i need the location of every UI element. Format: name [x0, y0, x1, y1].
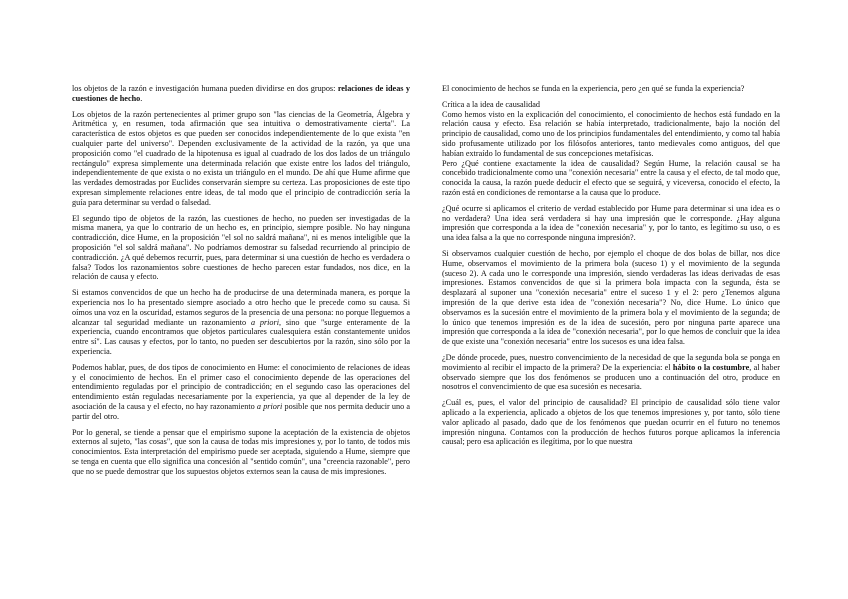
left-column: [72, 84, 410, 482]
text-run: , sino que "surge enteramente de la experiencia, cuando encontramos que objetos particulares cualesquiera están constantemente unidos entre sí". Las causas y efectos, por lo tanto, no pueden ser descubiertos por la razón, sino sólo por la experiencia.: [72, 317, 410, 356]
paragraph: El segundo tipo de objetos de la razón, las cuestiones de hecho, no pueden ser investigadas de la misma manera, ya que lo contrario de un hecho es, en principio, siempre posible. No hay ninguna contradicción, dice Hume, en la proposición "el sol no saldrá mañana", ni es menos inteligible que la proposición "el sol saldrá mañana". No podríamos demostrar su falsedad recurriendo al principio de contradicción. ¿A qué debemos recurrir, pues, para determinar si una cuestión de hecho es verdadera o falsa? Todos los razonamientos sobre cuestiones de hecho parecen estar fundados, nos dice, en la relación de causa y efecto.: [72, 213, 410, 282]
paragraph: [442, 353, 780, 392]
paragraph: Por lo general, se tiende a pensar que el empirismo supone la aceptación de la existencia de objetos externos al sujeto, "las cosas", que son la causa de todas mis impresiones y, por lo tanto, de todos mis conocimientos. Esta interpretación del empirismo puede ser aceptada, siguiendo a Hume, siempre que se tenga en cuenta que ello significa una concesión al "sentido común", una "creencia razonable", pero que no se puede demostrar que los supuestos objetos externos sean la causa de mis impresiones.: [72, 427, 410, 476]
paragraph: Los objetos de la razón pertenecientes al primer grupo son "las ciencias de la Geometría, Álgebra y Aritmética y, en resumen, toda afirmación que sea intuitiva o demostrativamente cierta". La característica de estos objetos es que pueden ser conocidos independientemente de lo que exista "en cualquier parte del universo". Dependen exclusivamente de la actividad de la razón, ya que una proposición como "el cuadrado de la hipotenusa es igual al cuadrado de los dos lados de un triángulo rectángulo" expresa simplemente una determinada relación que existe entre los lados del triángulo, independientemente de que exista o no exista un triángulo en el mundo. De ahí que Hume afirme que las verdades demostradas por Euclides conservarán siempre su certeza. Las proposiciones de este tipo expresan simplemente relaciones entre ideas, de tal modo que el principio de contradicción sería la guía para determinar su verdad o falsedad.: [72, 109, 410, 207]
italic-term: a priori: [250, 317, 279, 327]
paragraph: [72, 288, 410, 357]
paragraph: [72, 363, 410, 422]
text-run: Si estamos convencidos de que un hecho ha de producirse de una determinada manera, es porque la experiencia nos lo ha presentado siempre asociado a otro hecho que le precede como su causa. Si oímos una voz en la oscuridad, estamos seguros de la presencia de una persona: no porque lleguemos a alcanzar tal seguridad mediante un razonamiento: [72, 288, 410, 327]
paragraph: Pero ¿Qué contiene exactamente la idea de causalidad? Según Hume, la relación causal se ha concebido tradicionalmente como una "conexión necesaria" entre la causa y el efecto, de tal modo que, conocida la causa, la razón puede deducir el efecto que se seguirá, y viceversa, conocido el efecto, la razón está en condiciones de remontarse a la causa que lo produce.: [442, 158, 780, 197]
paragraph: Como hemos visto en la explicación del conocimiento, el conocimiento de hechos está fundado en la relación causa y efecto. Esa relación se había interpretado, tradicionalmente, bajo la noción del principio de causalidad, como uno de los principios fundamentales del entendimiento, y como tal había sido profusamente utilizado por los filósofos anteriores, tanto medievales como antiguos, del que habían extraído lo fundamental de sus concepciones metafísicas.: [442, 109, 780, 158]
bold-term: relaciones de ideas y cuestiones de hecho: [72, 84, 410, 103]
text-run: los objetos de la razón e investigación humana pueden dividirse en dos grupos:: [72, 84, 338, 93]
text-run: posible que nos permita deducir uno a partir del otro.: [72, 401, 410, 421]
italic-term: a priori: [256, 401, 283, 411]
bold-term: hábito o la costumbre: [672, 362, 750, 372]
text-run: ¿De dónde procede, pues, nuestro convencimiento de la necesidad de que la segunda bola se ponga en movimiento al recibir el impacto de la primera? De la experiencia: el: [442, 352, 780, 372]
text-run: .: [140, 93, 143, 103]
paragraph: ¿Cuál es, pues, el valor del principio de causalidad? El principio de causalidad sólo tiene valor aplicado a la experiencia, aplicado a objetos de los que tenemos impresiones y, por tanto, sólo tiene valor aplicado al pasado, dado que de los fenómenos que puedan ocurrir en el futuro no tenemos impresión ninguna. Contamos con la producción de hechos futuros porque aplicamos la inferencia causal; pero esa aplicación es ilegítima, por lo que nuestra: [442, 398, 780, 447]
text-run: , al haber observado siempre que los dos fenómenos se producen uno a continuación del otro, produce en nosotros el convencimiento de que esa sucesión es necesaria.: [442, 362, 780, 392]
paragraph: [72, 84, 410, 104]
paragraph: ¿Qué ocurre si aplicamos el criterio de verdad establecido por Hume para determinar si una idea es o no verdadera? Una idea será verdadera si hay una impresión que le corresponde. ¿Hay alguna impresión que corresponda a la idea de "conexión necesaria" y, por lo tanto, es legítimo su uso, o es una idea falsa a la que no corresponde ninguna impresión?.: [442, 203, 780, 243]
paragraph: Si observamos cualquier cuestión de hecho, por ejemplo el choque de dos bolas de billar, nos dice Hume, observamos el movimiento de la primera bola (suceso 1) y el movimiento de la segunda (suceso 2). A cada uno le corresponde una impresión, siendo verdaderas las ideas derivadas de esas impresiones. Estamos convencidos de que si la primera bola impacta con la segunda, ésta se desplazará al suponer una "conexión necesaria" entre el suceso 1 y el 2: pero ¿Tenemos alguna impresión de la que derive esta idea de "conexión necesaria"? No, dice Hume. Lo único que observamos es la sucesión entre el movimiento de la primera bola y el movimiento de la segunda; de lo único que tenemos impresión es de la idea de sucesión, pero por ninguna parte aparece una impresión que corresponda a la idea de "conexión necesaria", por lo que hemos de concluir que la idea de que existe una "conexión necesaria" entre los sucesos es una idea falsa.: [442, 248, 780, 347]
right-column: [442, 84, 780, 453]
text-run: Podemos hablar, pues, de dos tipos de conocimiento en Hume: el conocimiento de relaciones de ideas y el conocimiento de hechos. En el primer caso el conocimiento depende de las operaciones del entendimiento reguladas por el principio de contradicción; en el segundo caso las operaciones del entendimiento están reguladas necesariamente por la experiencia, ya que al depender de la ley de asociación de la causa y el efecto, no hay razonamiento: [72, 362, 410, 411]
paragraph: El conocimiento de hechos se funda en la experiencia, pero ¿en qué se funda la experiencia?: [442, 84, 745, 93]
section-heading: Crítica a la idea de causalidad: [442, 99, 540, 109]
